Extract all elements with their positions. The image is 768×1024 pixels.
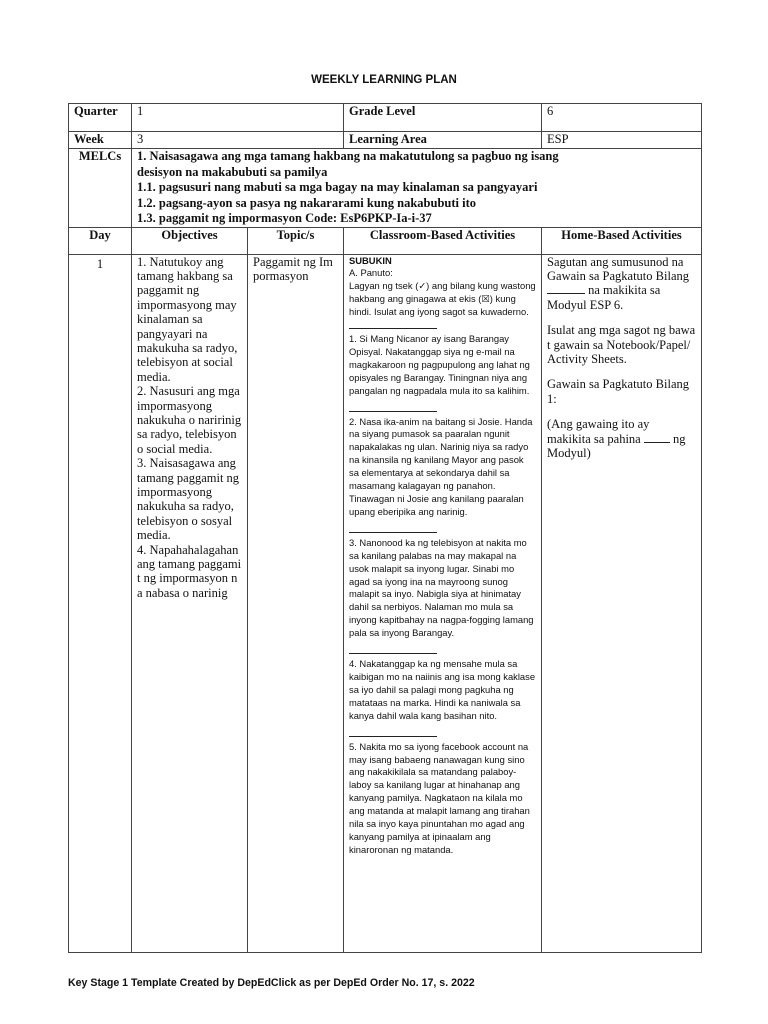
grade-level-value: 6 bbox=[542, 104, 702, 132]
home-text: ng Modyul) bbox=[547, 431, 686, 460]
objective-item: 3. Naisasagawa ang tamang paggamit ng impormasyong nakukuha sa radyo, telebisyon o sosyal media. bbox=[137, 456, 240, 543]
activity-subheading: A. Panuto: bbox=[349, 267, 393, 279]
home-activities-cell bbox=[542, 254, 702, 952]
document-footer: Key Stage 1 Template Created by DepEdClick as per DepEd Order No. 17, s. 2022 bbox=[68, 977, 475, 989]
learning-area-value: ESP bbox=[542, 132, 702, 149]
day-row bbox=[69, 254, 702, 952]
home-text: Sagutan ang sumusunod na Gawain sa Pagkatuto Bilang bbox=[547, 254, 689, 283]
home-paragraph-3: Gawain sa Pagkatuto Bilang 1: bbox=[547, 377, 689, 406]
objective-item: 2. Nasusuri ang mga impormasyong nakukuha o naririnig sa radyo, telebisyon o social media. bbox=[137, 384, 242, 456]
week-row bbox=[69, 132, 702, 149]
classroom-activities-cell bbox=[344, 254, 542, 952]
learning-area-label: Learning Area bbox=[344, 132, 542, 149]
objective-item: 1. Natutukoy ang tamang hakbang sa paggamit ng impormasyong may kinalaman sa pangyayari na makukuha sa radyo, telebisyon at social media. bbox=[137, 254, 238, 384]
objectives-cell bbox=[132, 254, 248, 952]
learning-plan-table bbox=[68, 103, 702, 953]
home-text: (Ang gawaing ito ay makikita sa pahina bbox=[547, 417, 650, 446]
week-label: Week bbox=[69, 132, 132, 149]
objective-item: 4. Napahahalagahan ang tamang paggamit ng impormasyon na nabasa o narinig bbox=[137, 542, 242, 600]
document-title: WEEKLY LEARNING PLAN bbox=[311, 74, 457, 86]
melcs-row bbox=[69, 149, 702, 228]
col-day-header: Day bbox=[69, 227, 132, 254]
answer-line bbox=[349, 319, 437, 329]
home-paragraph-2: Isulat ang mga sagot ng bawat gawain sa Notebook/Papel/Activity Sheets. bbox=[547, 323, 696, 366]
melc-line: 1.2. pagsang-ayon sa pasya ng nakararami kung nakabubuti ito bbox=[137, 195, 476, 210]
melc-line: 1.3. paggamit ng impormasyon Code: EsP6PKP-Ia-i-37 bbox=[137, 211, 432, 225]
col-topics-header: Topic/s bbox=[248, 227, 344, 254]
col-classroom-header: Classroom-Based Activities bbox=[344, 227, 542, 254]
col-objectives-header: Objectives bbox=[132, 227, 248, 254]
home-paragraph-1 bbox=[547, 255, 696, 313]
melcs-content bbox=[132, 149, 702, 228]
activity-item: 3. Nanonood ka ng telebisyon at nakita mo sa kanilang palabas na may makapal na usok malapit sa inyong lugar. Sinabi mo agad sa iyong ina na mayroong sunog malapit sa inyo. Nabigla siya at hinimatay dahil sa nerbiyos. Nalaman mo mula sa inyong kapitbahay na nagpa-fogging lamang pala sa inyong Barangay. bbox=[349, 536, 534, 639]
quarter-row bbox=[69, 104, 702, 132]
activity-heading: SUBUKIN bbox=[349, 254, 392, 266]
column-header-row bbox=[69, 227, 702, 254]
activity-item: 1. Si Mang Nicanor ay isang Barangay Opisyal. Nakatanggap siya ng e-mail na magkakaroon ng pagpupulong ang lahat ng opisyales ng Barangay. Tiningnan niya ang pangalan ng nagpadala mula ito sa kalihim. bbox=[349, 333, 530, 396]
activity-item: 5. Nakita mo sa iyong facebook account na may isang babaeng nanawagan kung sino ang nakakikilala sa matandang palaboy-laboy sa kanilang lugar at hinahanap ang kanyang pamilya. Nagkataon na kilala mo ang matanda at malapit lamang ang tirahan nila sa inyo kaya pinuntahan mo agad ang kanyang pamilya at ipinaalam ang kinaroronan ng matanda. bbox=[349, 740, 530, 855]
answer-line bbox=[349, 523, 437, 533]
col-home-header: Home-Based Activities bbox=[542, 227, 702, 254]
answer-line bbox=[349, 402, 437, 412]
melc-line: 1.1. pagsusuri nang mabuti sa mga bagay na may kinalaman sa pangyayari bbox=[137, 180, 538, 194]
week-value: 3 bbox=[132, 132, 344, 149]
melc-line: desisyon na makabubuti sa pamilya bbox=[137, 164, 328, 179]
quarter-value: 1 bbox=[132, 104, 344, 132]
topic-cell: Paggamit ng Impormasyon bbox=[248, 254, 344, 952]
quarter-label: Quarter bbox=[69, 104, 132, 132]
activity-item: 2. Nasa ika-anim na baitang si Josie. Handa na siyang pumasok sa paaralan ngunit napakalakas ng ulan. Narinig niya sa radyo na kinansila ng kanilang Mayor ang pasok sa elementarya at sekondarya dahil sa masamang kalagayan ng panahon. Tinawagan ni Josie ang kanilang paaralan upang eberipika ang narinig. bbox=[349, 415, 533, 517]
activity-item: 4. Nakatanggap ka ng mensahe mula sa kaibigan mo na naiinis ang isa mong kaklase sa iyo dahil sa palagi mong pagkuha ng matataas na marka. Hindi ka naniwala sa kanya dahil wala kang basihan nito. bbox=[349, 658, 536, 721]
home-text: na makikita sa Modyul ESP 6. bbox=[547, 283, 661, 312]
answer-line bbox=[349, 644, 437, 654]
activity-instruction: Lagyan ng tsek (✓) ang bilang kung wastong hakbang ang ginagawa at ekis (☒) kung hindi. Isulat ang iyong sagot sa kuwaderno. bbox=[349, 280, 536, 318]
grade-level-label: Grade Level bbox=[344, 104, 542, 132]
melcs-label: MELCs bbox=[69, 149, 132, 228]
day-number: 1 bbox=[69, 254, 132, 952]
fill-blank bbox=[644, 432, 670, 443]
fill-blank bbox=[547, 283, 585, 294]
home-paragraph-4 bbox=[547, 417, 696, 460]
melc-line: 1. Naisasagawa ang mga tamang hakbang na makatutulong sa pagbuo ng isang bbox=[137, 149, 559, 163]
answer-line bbox=[349, 727, 437, 737]
